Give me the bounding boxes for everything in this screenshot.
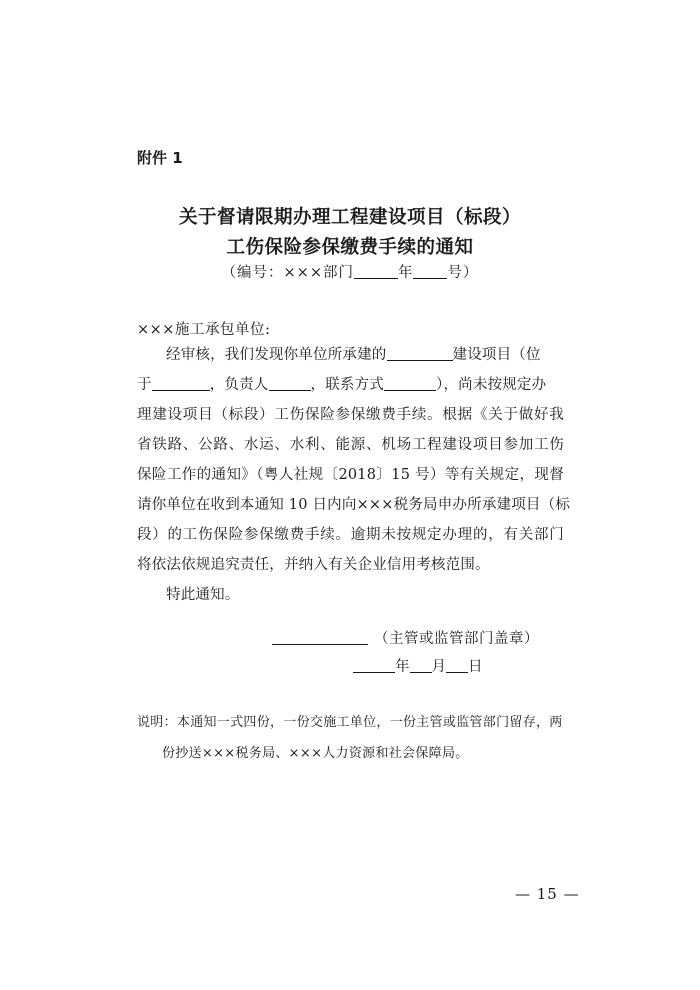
note-line-1: 说明：本通知一式四份，一份交施工单位，一份主管或监管部门留存，两 [137, 715, 563, 730]
page-number: — 15 — [515, 885, 580, 903]
closing-text: 特此通知。 [166, 587, 240, 603]
seal-line [272, 627, 539, 648]
contact-blank [384, 376, 436, 391]
date-month-label: 月 [431, 659, 446, 675]
attachment-label: 附件 1 [137, 149, 183, 167]
body-line-6: 请你单位在收到本通知 10 日内向×××税务局申办所承建项目（标 [137, 497, 571, 513]
document-number-year: 年 [397, 265, 414, 281]
body-line-4: 省铁路、公路、水运、水利、能源、机场工程建设项目参加工伤 [137, 437, 564, 453]
document-title-line-2: 工伤保险参保缴费手续的通知 [226, 237, 474, 258]
body-line-2 [137, 373, 564, 394]
document-number-suffix: 号） [447, 265, 479, 281]
body-text: ，负责人 [209, 377, 269, 393]
body-line-3: 理建设项目（标段）工伤保险参保缴费手续。根据《关于做好我 [137, 407, 564, 423]
addressee: ×××施工承包单位: [137, 322, 271, 338]
project-name-blank [387, 346, 453, 361]
body-text: 建设项目（位 [452, 347, 541, 363]
year-blank [354, 264, 398, 279]
person-in-charge-blank [269, 376, 311, 391]
date-year-label: 年 [395, 659, 410, 675]
body-line-7: 段）的工伤保险参保缴费手续。逾期未按规定办理的，有关部门 [137, 527, 564, 543]
seal-blank [272, 630, 368, 645]
body-text: 于 [137, 377, 152, 393]
date-month-blank [410, 658, 432, 673]
body-text: ），尚未按规定办 [436, 377, 547, 393]
date-line [353, 655, 483, 676]
number-blank [413, 264, 447, 279]
date-year-blank [353, 658, 395, 673]
document-number-prefix: （编号：×××部门 [221, 265, 354, 281]
document-number [0, 261, 700, 282]
body-text: ，联系方式 [310, 377, 385, 393]
body-text: 经审核，我们发现你单位所承建的 [166, 347, 387, 363]
date-day-blank [446, 658, 468, 673]
document-title-line-1: 关于督请限期办理工程建设项目（标段） [178, 207, 521, 228]
location-blank [152, 376, 210, 391]
body-line-5: 保险工作的通知》（粤人社规〔2018〕15 号）等有关规定，现督 [137, 467, 564, 483]
date-day-label: 日 [468, 659, 483, 675]
seal-text: （主管或监管部门盖章） [374, 631, 539, 647]
note-line-2: 份抄送×××税务局、×××人力资源和社会保障局。 [162, 746, 469, 761]
body-line-1 [166, 343, 564, 364]
body-line-8: 将依法依规追究责任，并纳入有关企业信用考核范围。 [137, 557, 490, 573]
